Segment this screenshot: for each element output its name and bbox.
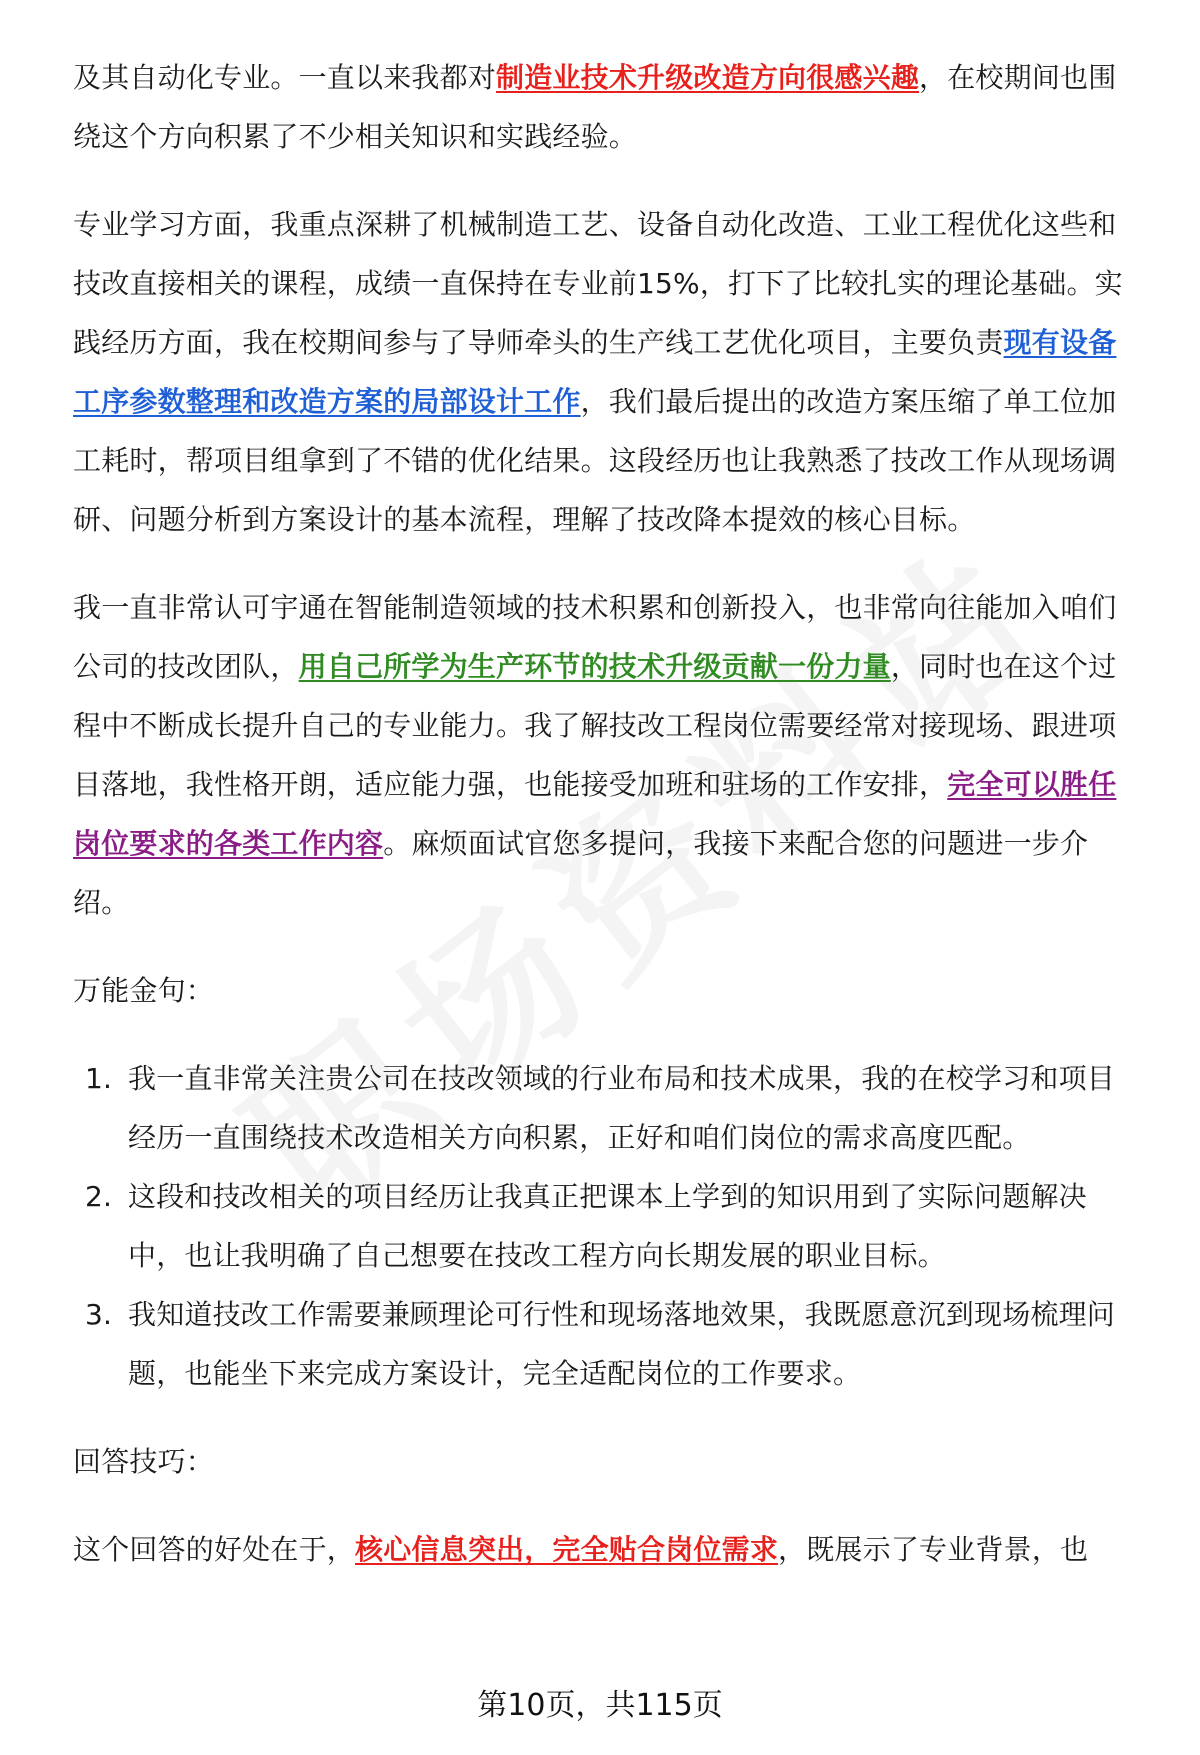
highlight-contribution: 用自己所学为生产环节的技术升级贡献一份力量 [298,650,891,683]
paragraph-study-experience: 专业学习方面，我重点深耕了机械制造工艺、设备自动化改造、工业工程优化这些和技改直接相关的课程，成绩一直保持在专业前15%，打下了比较扎实的理论基础。实践经历方面，我在校期间参与了导师牵头的生产线工艺优化项目，主要负责现有设备工序参数整理和改造方案的局部设计工作，我们最后提出的改造方案压缩了单工位加工耗时，帮项目组拿到了不错的优化结果。这段经历也让我熟悉了技改工作从现场调研、问题分析到方案设计的基本流程，理解了技改降本提效的核心目标。 [73,208,1123,536]
paragraph-tips: 这个回答的好处在于，核心信息突出，完全贴合岗位需求，既展示了专业背景，也 [73,1533,1089,1566]
list-item: 2. 这段和技改相关的项目经历让我真正把课本上学到的知识用到了实际问题解决中，也让我明确了自己想要在技改工程方向长期发展的职业目标。 [85,1180,1087,1272]
highlight-core-info: 核心信息突出，完全贴合岗位需求 [355,1533,779,1566]
list-item: 3. 我知道技改工作需要兼顾理论可行性和现场落地效果，我既愿意沉到现场梳理问题，也能坐下来完成方案设计，完全适配岗位的工作要求。 [85,1298,1116,1390]
highlight-competence: 完全可以胜任岗位要求的各类工作内容 [73,768,1117,860]
highlight-interest: 制造业技术升级改造方向很感兴趣 [496,61,920,94]
highlight-project-role: 现有设备工序参数整理和改造方案的局部设计工作 [73,326,1117,418]
document-body [73,48,1143,1608]
paragraph-motivation: 我一直非常认可宇通在智能制造领域的技术积累和创新投入，也非常向往能加入咱们公司的技改团队，用自己所学为生产环节的技术升级贡献一份力量，同时也在这个过程中不断成长提升自己的专业能力。我了解技改工程岗位需要经常对接现场、跟进项目落地，我性格开朗，适应能力强，也能接受加班和驻场的工作安排，完全可以胜任岗位要求的各类工作内容。麻烦面试官您多提问，我接下来配合您的问题进一步介绍。 [73,591,1117,919]
page-number-footer: 第10页，共115页 [477,1688,723,1723]
answer-tips-heading: 回答技巧： [73,1445,215,1478]
golden-sentences-heading: 万能金句： [73,974,215,1007]
paragraph-intro: 及其自动化专业。一直以来我都对制造业技术升级改造方向很感兴趣，在校期间也围绕这个方向积累了不少相关知识和实践经验。 [73,61,1117,153]
golden-sentences-list [73,1049,1143,1403]
list-item: 1. 我一直非常关注贵公司在技改领域的行业布局和技术成果，我的在校学习和项目经历一直围绕技术改造相关方向积累，正好和咱们岗位的需求高度匹配。 [85,1062,1116,1154]
